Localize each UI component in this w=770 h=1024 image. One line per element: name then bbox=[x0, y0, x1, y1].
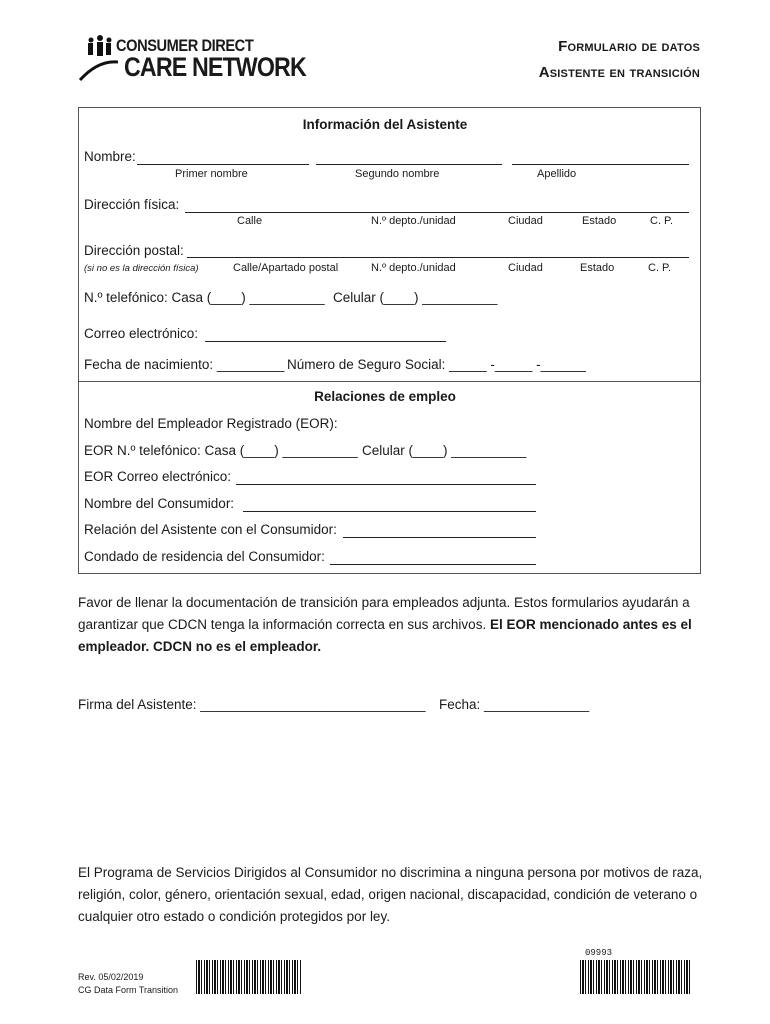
email-label: Correo electrónico: bbox=[84, 326, 199, 341]
email-field[interactable] bbox=[205, 341, 446, 342]
form-title-line1: Formulario de datos bbox=[558, 38, 700, 55]
form-name: CG Data Form Transition bbox=[78, 985, 179, 995]
home-phone-field[interactable]: N.º telefónico: Casa (____) __________ bbox=[84, 290, 325, 305]
postal-street-caption: Calle/Apartado postal bbox=[233, 262, 339, 274]
signature-field[interactable]: Firma del Asistente: ______________________________ bbox=[78, 697, 426, 712]
physical-address-label: Dirección física: bbox=[84, 197, 180, 212]
name-label: Nombre: bbox=[84, 149, 136, 164]
phys-state-caption: Estado bbox=[582, 215, 617, 227]
phys-city-caption: Ciudad bbox=[508, 215, 543, 227]
form-code: 09993 bbox=[585, 948, 613, 958]
instructions-bold: El EOR mencionado antes es el empleador. CDCN no es el empleador. bbox=[78, 617, 692, 654]
postal-state-caption: Estado bbox=[580, 262, 615, 274]
first-name-caption: Primer nombre bbox=[175, 168, 248, 180]
middle-name-field[interactable] bbox=[316, 164, 502, 165]
logo-line1: CONSUMER DIRECT bbox=[116, 36, 254, 55]
instructions-text: Favor de llenar la documentación de transición para empleados adjunta. Estos formularios ayudarán a garantizar que CDCN tenga la información correcta en sus archivos. bbox=[78, 595, 690, 632]
last-name-field[interactable] bbox=[512, 164, 689, 165]
relation-field[interactable] bbox=[343, 537, 536, 538]
eor-name-label: Nombre del Empleador Registrado (EOR): bbox=[84, 416, 338, 431]
postal-address-label: Dirección postal: bbox=[84, 243, 184, 258]
postal-address-field[interactable] bbox=[187, 257, 689, 258]
postal-unit-caption: N.º depto./unidad bbox=[371, 262, 456, 274]
physical-address-field[interactable] bbox=[185, 212, 689, 213]
consumer-name-field[interactable] bbox=[243, 511, 536, 512]
logo bbox=[78, 32, 306, 90]
middle-name-caption: Segundo nombre bbox=[355, 168, 440, 180]
section-divider bbox=[78, 381, 701, 382]
last-name-caption: Apellido bbox=[537, 168, 577, 180]
barcode-right bbox=[580, 960, 690, 994]
phys-unit-caption: N.º depto./unidad bbox=[371, 215, 456, 227]
eor-home-phone-field[interactable]: EOR N.º telefónico: Casa (____) __________ bbox=[84, 443, 358, 458]
relation-label: Relación del Asistente con el Consumidor: bbox=[84, 522, 337, 537]
eor-email-label: EOR Correo electrónico: bbox=[84, 469, 232, 484]
section2-heading: Relaciones de empleo bbox=[314, 389, 456, 404]
postal-note: (si no es la dirección física) bbox=[84, 263, 199, 274]
phys-zip-caption: C. P. bbox=[650, 215, 674, 227]
date-field[interactable]: Fecha: ______________ bbox=[439, 697, 590, 712]
revision-date: Rev. 05/02/2019 bbox=[78, 972, 144, 982]
eor-cell-phone-field[interactable]: Celular (____) __________ bbox=[362, 443, 527, 458]
dob-field[interactable]: Fecha de nacimiento: _________ bbox=[84, 357, 285, 372]
nondiscrimination-statement: El Programa de Servicios Dirigidos al Consumidor no discrimina a ninguna persona por motivos de raza, religión, color, género, orientación sexual, edad, origen nacional, discapacidad, condición de veterano o cualquier otro estado o condición protegidos por ley. bbox=[78, 865, 703, 924]
section1-heading: Información del Asistente bbox=[302, 117, 468, 132]
form-title-line2: Asistente en transición bbox=[538, 64, 700, 81]
phys-street-caption: Calle bbox=[237, 215, 263, 227]
cell-phone-field[interactable]: Celular (____) __________ bbox=[333, 290, 498, 305]
postal-city-caption: Ciudad bbox=[508, 262, 543, 274]
county-field[interactable] bbox=[330, 564, 536, 565]
county-label: Condado de residencia del Consumidor: bbox=[84, 549, 325, 564]
first-name-field[interactable] bbox=[137, 164, 309, 165]
ssn-field[interactable]: Número de Seguro Social: _____ -_____ -______ bbox=[287, 357, 586, 372]
postal-zip-caption: C. P. bbox=[648, 262, 672, 274]
eor-email-field[interactable] bbox=[236, 484, 536, 485]
logo-line2: CARE NETWORK bbox=[124, 52, 306, 82]
consumer-name-label: Nombre del Consumidor: bbox=[84, 496, 235, 511]
instructions-paragraph bbox=[78, 592, 698, 658]
logo-people-icon bbox=[78, 32, 118, 82]
barcode-left bbox=[196, 960, 302, 994]
